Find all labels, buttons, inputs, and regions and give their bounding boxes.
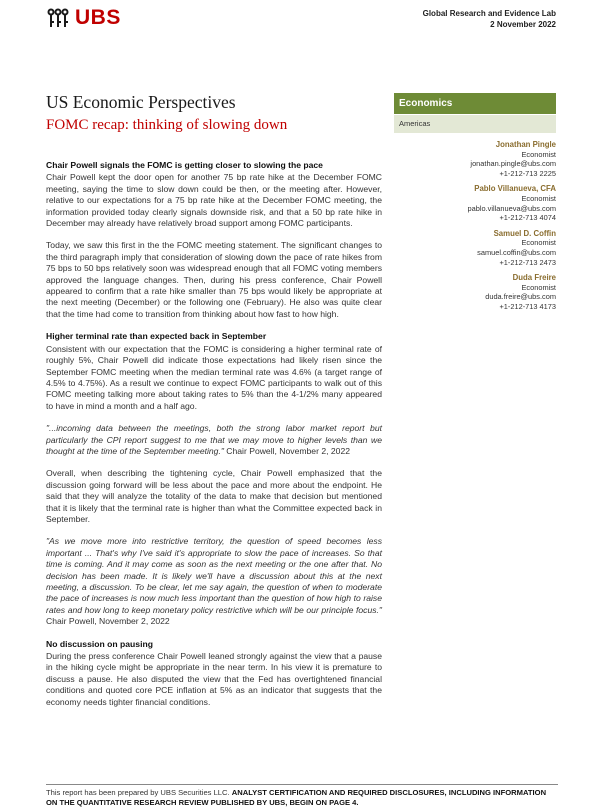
paragraph: Consistent with our expectation that the FOMC is considering a higher terminal rate of roughly 5%, Chair Powell did indicate those expectations had likely risen since the September FOMC meeting when the median terminal rate was 4.6% (a target range of 4.5% to 4.75%). As a result we continue to expect FOMC participants to walk out of this FOMC meeting talking more about taking rates to 5% than the 4-1/2% many appeared to have in mind a month and a half ago. xyxy=(46,343,382,411)
quote-text: "As we move more into restrictive territory, the question of speed becomes less important ... That's why I've said it's appropriate to slow the pace of increases. So that time is coming. And it may come as soon as the next meeting or the one after that. No decision has been made. It is likely we'll have a discussion about this at the next meeting, a discussion. To be clear, let me say again, the question of when to moderate the pace of increases is now much less important than the question of how high to raise rates and how long to keep monetary policy restrictive which will be our principle focus." xyxy=(46,536,382,615)
analyst-phone: +1-212-713 2473 xyxy=(499,257,556,267)
sidebar-region: Americas xyxy=(394,115,556,133)
section-heading: No discussion on pausing xyxy=(46,638,153,649)
sidebar xyxy=(394,93,556,318)
footer-prefix: This report has been prepared by UBS Securities LLC. xyxy=(46,788,230,797)
report-header xyxy=(423,8,556,30)
analyst-email[interactable]: duda.freire@ubs.com xyxy=(485,292,556,302)
lab-name: Global Research and Evidence Lab xyxy=(422,9,556,18)
quote xyxy=(46,536,382,627)
report-date: 2 November 2022 xyxy=(490,20,556,29)
disclosure-footer xyxy=(46,784,558,808)
analyst-role: Economist xyxy=(521,282,556,292)
analyst-contact xyxy=(394,273,556,311)
sidebar-section: Economics xyxy=(394,93,556,114)
analyst-contact xyxy=(394,184,556,222)
analyst-phone: +1-212-713 4074 xyxy=(499,213,556,223)
analyst-name: Samuel D. Coffin xyxy=(493,228,556,238)
analyst-contacts xyxy=(394,140,556,312)
quote-text: "...incoming data between the meetings, both the strong labor market report but particularly the CPI report suggest to me that we may move to higher levels than we thought at the time of the September meeting." xyxy=(46,423,382,456)
analyst-contact xyxy=(394,229,556,267)
analyst-contact xyxy=(394,140,556,178)
analyst-role: Economist xyxy=(521,238,556,248)
analyst-name: Duda Freire xyxy=(512,273,556,283)
quote xyxy=(46,423,382,457)
analyst-email[interactable]: jonathan.pingle@ubs.com xyxy=(470,159,556,169)
paragraph: During the press conference Chair Powell leaned strongly against the view that a pause in the hiking cycle might be appropriate in the near term. In his view it is premature to discuss a pause. He also disputed the view that the Fed has overtightened financial conditions and quoted core PCE inflation at 5% as an indicator that suggests that the economy needs tighter financial conditions. xyxy=(46,651,382,707)
analyst-name: Pablo Villanueva, CFA xyxy=(474,184,556,194)
analyst-phone: +1-212-713 4173 xyxy=(499,301,556,311)
analyst-phone: +1-212-713 2225 xyxy=(499,168,556,178)
analyst-email[interactable]: samuel.coffin@ubs.com xyxy=(477,247,556,257)
analyst-role: Economist xyxy=(521,193,556,203)
quote-attribution: Chair Powell, November 2, 2022 xyxy=(223,445,351,456)
paragraph: Overall, when describing the tightening cycle, Chair Powell emphasized that the discussion going forward will be less about the pace and more about the endpoint. He said that they will analyze the totality of the data to make that decision but mentioned that it is likely that the terminal rate is higher than what the Committee expected back in September. xyxy=(46,468,382,524)
ubs-logo xyxy=(46,6,121,30)
paragraph: Today, we saw this first in the the FOMC meeting statement. The significant changes to the third paragraph imply that consideration of slowing down the pace of rate hikes from 75 bps to 50 bps relatively soon was widespread enough that all FOMC voting members approved the language changes. Then, during his press conference, Chair Powell appeared to confirm that a rate hike smaller than 75 bps would likely be appropriate at the next meeting (December) or the following one (February). He also was quite clear that the time had come to transition from thinking about how fast to how high. xyxy=(46,240,382,319)
brand-name: UBS xyxy=(75,6,121,29)
section-heading: Chair Powell signals the FOMC is getting closer to slowing the pace xyxy=(46,160,323,170)
section-heading: Higher terminal rate than expected back in September xyxy=(46,331,267,342)
analyst-email[interactable]: pablo.villanueva@ubs.com xyxy=(467,203,556,213)
analyst-name: Jonathan Pingle xyxy=(495,140,556,149)
keys-icon xyxy=(46,8,70,28)
article-body xyxy=(46,160,382,719)
page-title: US Economic Perspectives xyxy=(46,92,236,112)
paragraph: Chair Powell kept the door open for another 75 bp rate hike at the December FOMC meeting, saying the time to slow down could be then, or the meeting after. However, relative to our expectations for a 75 bp rate hike at the December FOMC meeting, the information provided today clearly signals downside risk, and that a 50 bp rate hike in December may already have relatively broad support among FOMC participants. xyxy=(46,172,382,229)
footer-disclosure: ANALYST CERTIFICATION AND REQUIRED DISCLOSURES, INCLUDING INFORMATION ON THE QUANTITATIVE RESEARCH REVIEW PUBLISHED BY UBS, BEGIN ON PAGE 4. xyxy=(46,788,547,807)
analyst-role: Economist xyxy=(521,149,556,159)
page-subtitle: FOMC recap: thinking of slowing down xyxy=(46,117,288,133)
quote-attribution: Chair Powell, November 2, 2022 xyxy=(46,616,170,627)
